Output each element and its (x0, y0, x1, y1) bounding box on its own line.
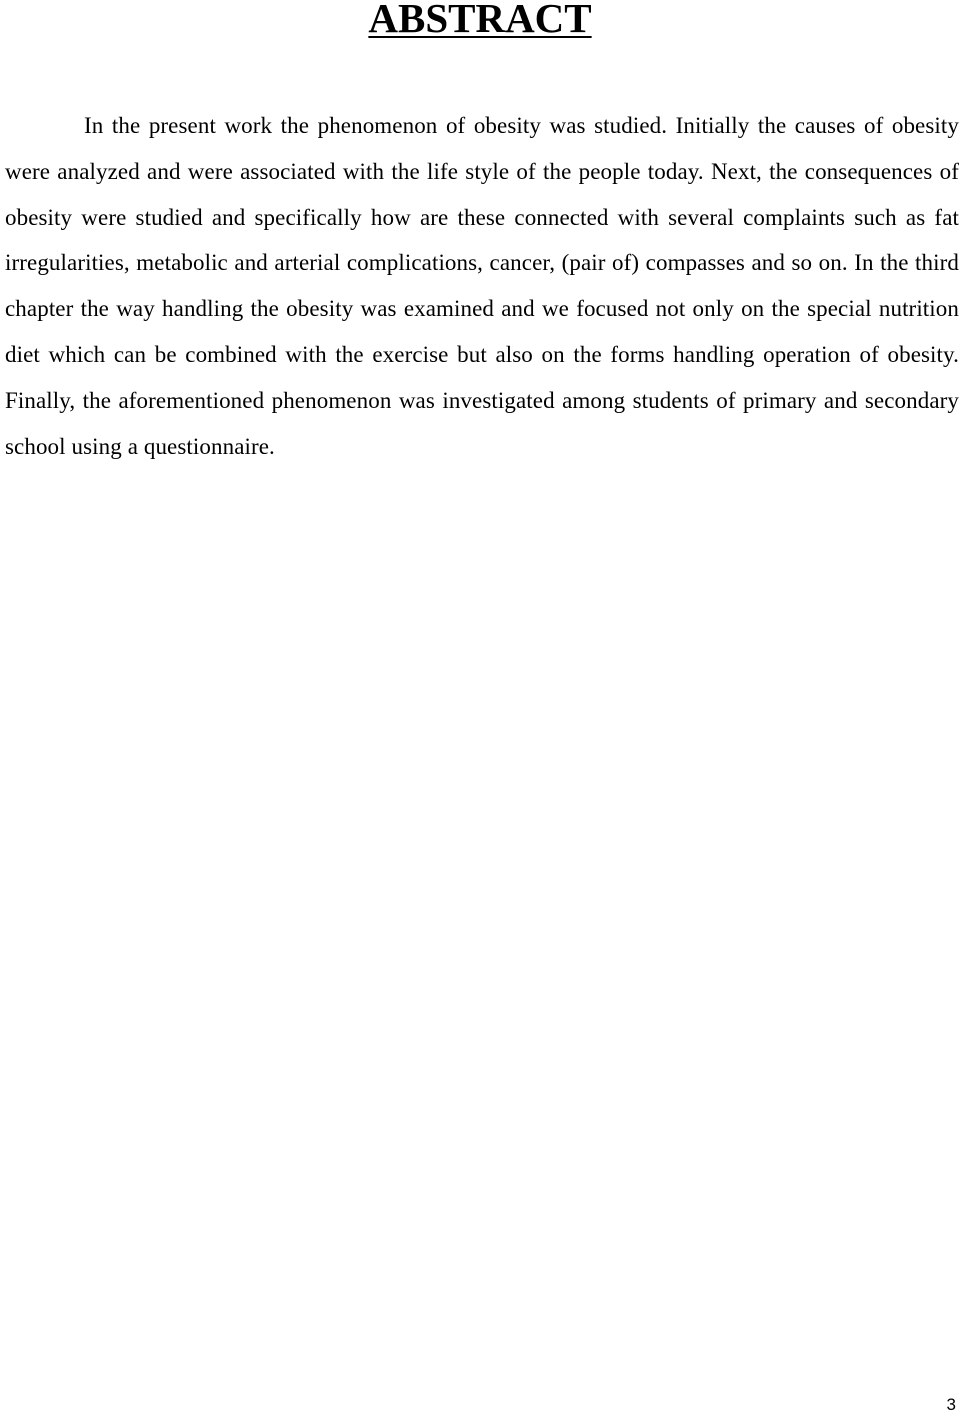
page-title (0, 0, 960, 46)
abstract-paragraph: In the present work the phenomenon of obesity was studied. Initially the causes of obesity were analyzed and were associated with the life style of the people today. Next, the consequences of obesity were studied and specifically how are these connected with several complaints such as fat irregularities, metabolic and arterial complications, cancer, (pair of) compasses and so on. In the third chapter the way handling the obesity was examined and we focused not only on the special nutrition diet which can be combined with the exercise but also on the forms handling operation of obesity. Finally, the aforementioned phenomenon was investigated among students of primary and secondary school using a questionnaire. (5, 113, 959, 459)
page-number: 3 (946, 1395, 956, 1414)
page-title-text: ABSTRACT (368, 0, 592, 41)
